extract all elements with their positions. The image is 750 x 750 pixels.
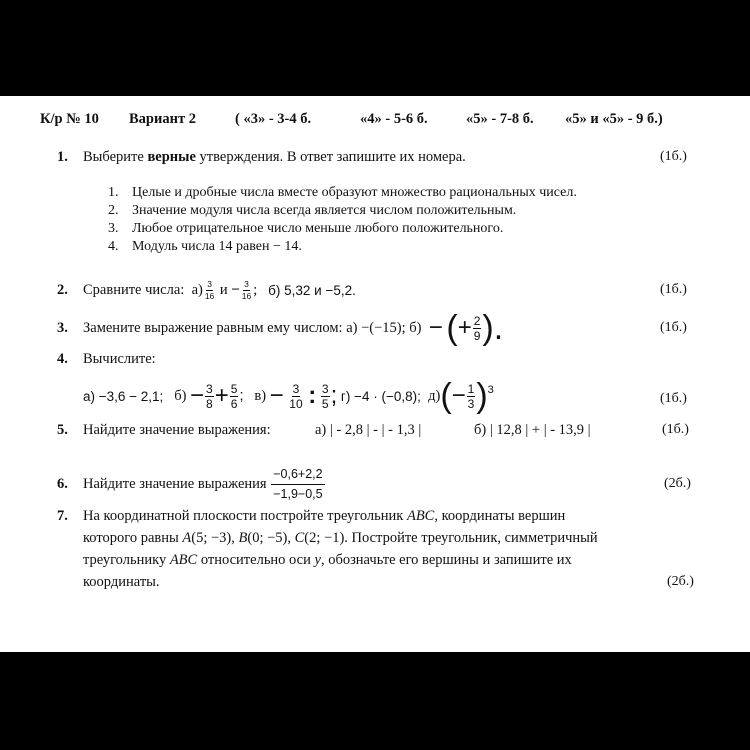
grade-5-5: «5» и «5» - 9 б.) xyxy=(565,111,663,127)
fraction-3-16-b: $\frac{3}{16}$ xyxy=(241,279,252,301)
q1-points: (1б.) xyxy=(660,149,687,164)
q6-number: 6. xyxy=(57,476,68,492)
q5-part-b: б) | 12,8 | + | - 13,9 | xyxy=(474,422,591,438)
q1-item-4-number: 4. xyxy=(108,239,119,254)
grade-3: ( «3» - 3-4 б. xyxy=(235,111,312,127)
q1-item-2-number: 2. xyxy=(108,203,119,218)
q2-points: (1б.) xyxy=(660,282,687,297)
q1-item-2: Значение модуля числа всегда является числом положительным. xyxy=(132,203,517,218)
q7-line-4: координаты. xyxy=(83,574,160,590)
q5-points: (1б.) xyxy=(662,422,689,437)
q1-number: 1. xyxy=(57,149,68,165)
q6-points: (2б.) xyxy=(664,476,691,491)
q4-tasks: а) −3,6 − 2,1; б) − $\frac{3}{8}$ + $\frac{5}{6}$ ; в) − $\frac{3}{10}$ : $\frac{3}{5}$ ; г) −4 · (−0,8); д) ( − $\frac{1}{3}$ ) $^3$ xyxy=(83,377,494,415)
q4-number: 4. xyxy=(57,351,68,367)
q5-number: 5. xyxy=(57,422,68,438)
q7-points: (2б.) xyxy=(667,574,694,589)
q1-item-4: Модуль числа 14 равен − 14. xyxy=(132,239,302,254)
q1-text: Выберите верные утверждения. В ответ запишите их номера. xyxy=(83,149,466,165)
q3-text: Замените выражение равным ему числом: а) −(−15); б) − ( + $\frac{2}{9}$ ). xyxy=(83,309,504,347)
fraction-3-16: $\frac{3}{16}$ xyxy=(204,279,215,301)
variant: Вариант 2 xyxy=(129,111,196,127)
q6-text: Найдите значение выражения $\frac{-0,6+2,2}{-1,9-0,5}$ xyxy=(83,467,323,501)
fraction-expression: $\frac{-0,6+2,2}{-1,9-0,5}$ xyxy=(273,467,323,501)
test-title: К/р № 10 xyxy=(40,111,99,127)
q1-item-3-number: 3. xyxy=(108,221,119,236)
q5-text: Найдите значение выражения: xyxy=(83,422,271,438)
q3-points: (1б.) xyxy=(660,320,687,335)
q4-label: Вычислите: xyxy=(83,351,156,367)
q1-item-1: Целые и дробные числа вместе образуют множество рациональных чисел. xyxy=(132,185,577,200)
q5-part-a: а) | - 2,8 | - | - 1,3 | xyxy=(315,422,422,438)
q3-number: 3. xyxy=(57,320,68,336)
q7-line-1: На координатной плоскости постройте треугольник ABC, координаты вершин xyxy=(83,508,566,524)
worksheet xyxy=(0,96,750,652)
grade-5: «5» - 7-8 б. xyxy=(466,111,534,127)
q1-item-3: Любое отрицательное число меньше любого положительного. xyxy=(132,221,504,236)
q7-number: 7. xyxy=(57,508,68,524)
q7-line-3: треугольнику ABC относительно оси y, обозначьте его вершины и запишите их xyxy=(83,552,572,568)
q1-item-1-number: 1. xyxy=(108,185,119,200)
fraction-2-9: $\frac{2}{9}$ xyxy=(473,313,481,343)
q2-text: Сравните числа: а) $\frac{3}{16}$ и − $\frac{3}{16}$ ; б) 5,32 и −5,2. xyxy=(83,279,356,301)
q7-line-2: которого равны A(5; −3), B(0; −5), C(2; −1). Постройте треугольник, симметричный xyxy=(83,530,598,546)
q4-points: (1б.) xyxy=(660,391,687,406)
q2-number: 2. xyxy=(57,282,68,298)
grade-4: «4» - 5-6 б. xyxy=(360,111,428,127)
